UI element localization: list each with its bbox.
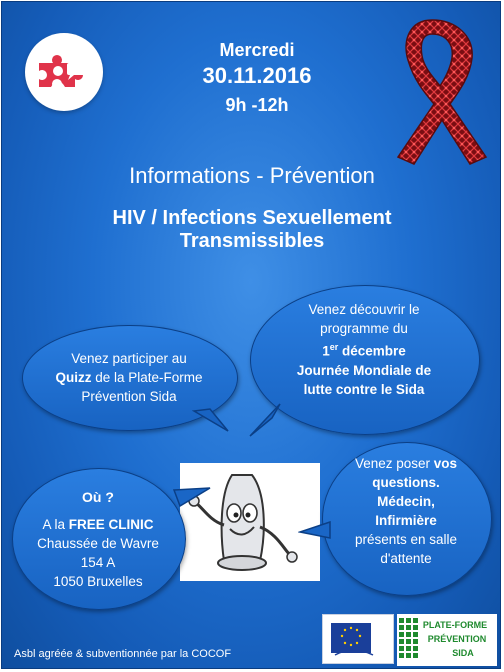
bubble-questions-line-6: d'attente xyxy=(380,551,432,566)
puzzle-logo-icon xyxy=(25,33,103,111)
event-poster xyxy=(1,1,501,669)
bubble-location-line-2: Chaussée de Wavre xyxy=(37,536,159,551)
subtitle: Informations - Prévention xyxy=(129,163,375,188)
bubble-location-line-1: A la FREE CLINIC xyxy=(42,517,154,532)
bubble-program-line-1: Venez découvrir le xyxy=(308,302,420,317)
bubble-program-line-3: 1er décembre xyxy=(322,342,406,359)
bubble-questions-line-5: présents en salle xyxy=(354,532,458,547)
event-day: Mercredi xyxy=(219,40,295,60)
bubble-quiz-line-1: Venez participer au xyxy=(71,351,187,366)
headline xyxy=(22,207,482,253)
partner-logo-line-3: SIDA xyxy=(452,648,474,658)
organisation-logo xyxy=(25,33,103,111)
bubble-questions-line-1: Venez poser vos xyxy=(354,456,458,471)
eu-logo xyxy=(322,614,394,664)
bubble-quiz-tail xyxy=(192,407,232,437)
partner-logo xyxy=(397,614,497,666)
bubble-questions-line-4: Infirmière xyxy=(375,513,437,528)
bubble-location-line-4: 1050 Bruxelles xyxy=(53,574,143,589)
bubble-location-text xyxy=(14,488,182,591)
footer-text: Asbl agréée & subventionnée par la COCOF xyxy=(14,648,232,660)
event-date: 30.11.2016 xyxy=(202,63,312,88)
bubble-questions-line-3: Médecin, xyxy=(377,494,435,509)
bubble-program-line-5: lutte contre le Sida xyxy=(303,381,425,397)
bubble-quiz-line-2: Quizz de la Plate-Forme xyxy=(55,370,203,385)
red-ribbon-icon xyxy=(362,12,497,167)
bubble-questions-line-2: questions. xyxy=(372,475,440,490)
headline-line-2: Transmissibles xyxy=(179,230,325,252)
event-hours: 9h -12h xyxy=(225,95,289,115)
bubble-quiz-text xyxy=(24,349,234,406)
eu-flag-icon xyxy=(323,615,393,663)
bubble-program-line-2: programme du xyxy=(320,321,408,336)
bubble-program-line-4: Journée Mondiale de xyxy=(296,362,432,378)
bubble-location-line-3: 154 A xyxy=(80,555,116,570)
bubble-location-title: Où ? xyxy=(82,489,114,505)
bubble-program-tail xyxy=(246,400,286,440)
partner-logo-line-1: PLATE-FORME xyxy=(422,620,488,630)
bubble-program-text xyxy=(256,300,472,399)
bubble-questions-text xyxy=(326,454,486,568)
partner-logo-line-2: PRÉVENTION xyxy=(427,634,487,644)
bubble-quiz-line-3: Prévention Sida xyxy=(81,389,177,404)
headline-line-1: HIV / Infections Sexuellement xyxy=(112,207,392,229)
